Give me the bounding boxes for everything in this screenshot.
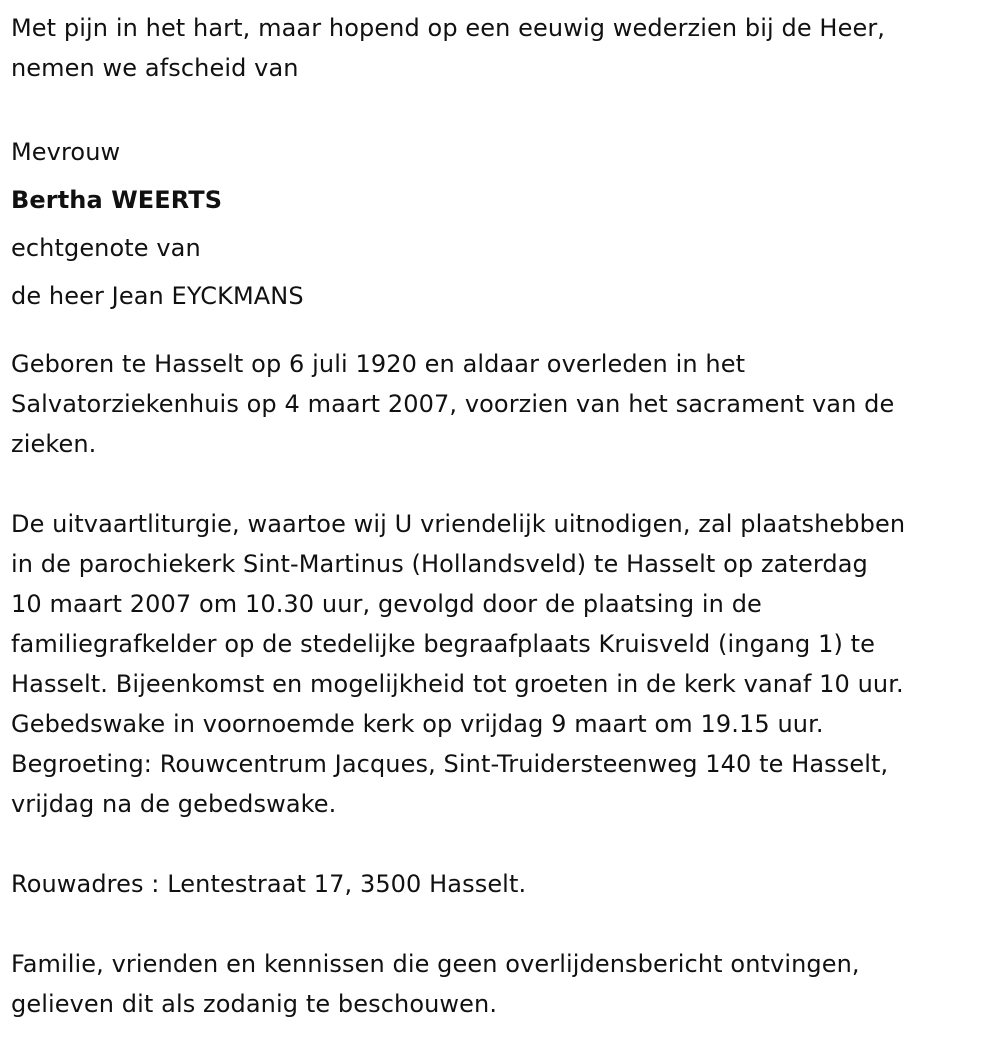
ceremony-line: Gebedswake in voornoemde kerk op vrijdag 9 maart om 19.15 uur.: [11, 710, 824, 738]
ceremony-line: Hasselt. Bijeenkomst en mogelijkheid tot groeten in de kerk vanaf 10 uur.: [11, 670, 904, 698]
ceremony-line: 10 maart 2007 om 10.30 uur, gevolgd door de plaatsing in de: [11, 590, 762, 618]
ceremony-line: familiegrafkelder op de stedelijke begraafplaats Kruisveld (ingang 1) te: [11, 630, 876, 658]
intro-line: Met pijn in het hart, maar hopend op een eeuwig wederzien bij de Heer,: [11, 14, 886, 42]
closing-line: Familie, vrienden en kennissen die geen overlijdensbericht ontvingen,: [11, 950, 860, 978]
address-paragraph: [11, 864, 996, 904]
ceremony-line: De uitvaartliturgie, waartoe wij U vriendelijk uitnodigen, zal plaatshebben: [11, 510, 906, 538]
closing-line: gelieven dit als zodanig te beschouwen.: [11, 990, 498, 1018]
deceased-title: Mevrouw: [11, 138, 121, 166]
spouse-name: de heer Jean EYCKMANS: [11, 282, 304, 310]
deceased-relation: echtgenote van: [11, 234, 201, 262]
birth-death-line: Salvatorziekenhuis op 4 maart 2007, voorzien van het sacrament van de: [11, 390, 895, 418]
deceased-block: [11, 128, 996, 320]
deceased-name: Bertha WEERTS: [11, 186, 223, 214]
birth-death-paragraph: [11, 344, 996, 464]
mourning-address: Rouwadres : Lentestraat 17, 3500 Hasselt.: [11, 870, 527, 898]
birth-death-line: Geboren te Hasselt op 6 juli 1920 en aldaar overleden in het: [11, 350, 746, 378]
ceremony-line: in de parochiekerk Sint-Martinus (Hollandsveld) te Hasselt op zaterdag: [11, 550, 868, 578]
closing-paragraph: [11, 944, 996, 1024]
ceremony-paragraph: [11, 504, 996, 824]
intro-line: nemen we afscheid van: [11, 54, 299, 82]
birth-death-line: zieken.: [11, 430, 97, 458]
ceremony-line: vrijdag na de gebedswake.: [11, 790, 337, 818]
obituary-document: [11, 8, 996, 1024]
intro-paragraph: [11, 8, 996, 88]
ceremony-line: Begroeting: Rouwcentrum Jacques, Sint-Truidersteenweg 140 te Hasselt,: [11, 750, 889, 778]
